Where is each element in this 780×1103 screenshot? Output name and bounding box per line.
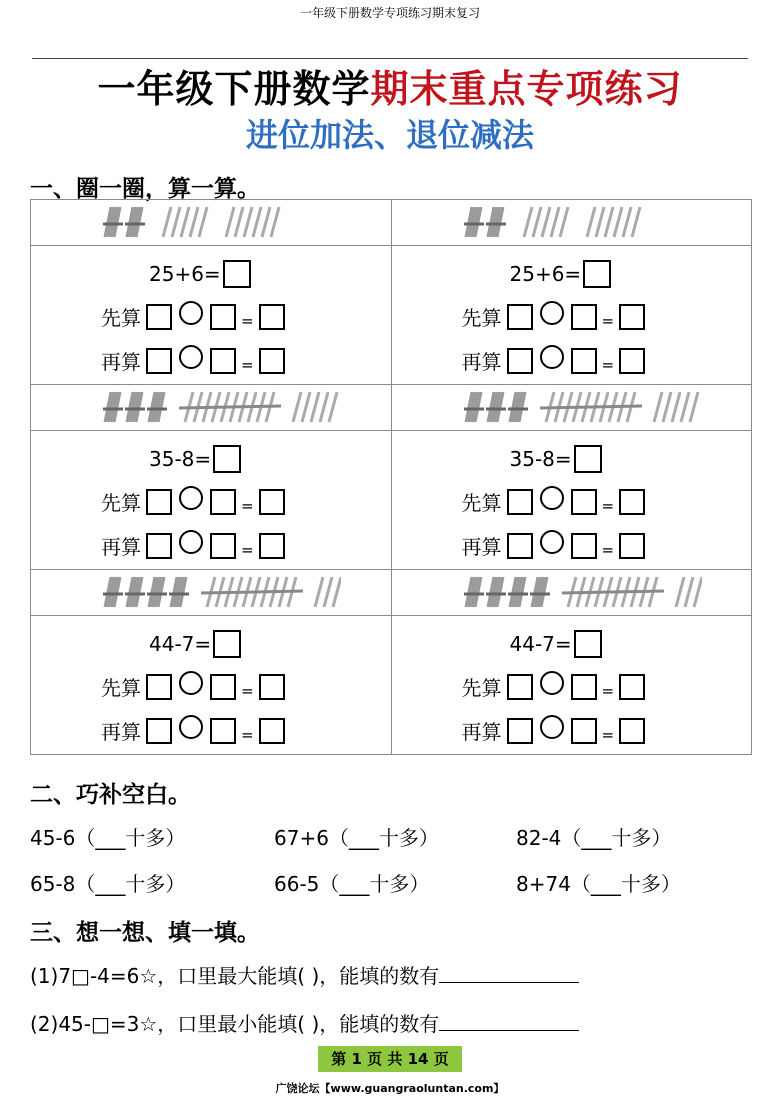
answer-box[interactable] [507, 489, 533, 515]
answer-line[interactable] [439, 964, 579, 983]
stick-picture [31, 200, 392, 246]
stick-group [676, 577, 702, 607]
section2-heading: 二、巧补空白。 [30, 782, 191, 808]
operator-circle[interactable] [179, 301, 203, 325]
calc-label: 再算 [461, 535, 502, 559]
answer-box[interactable] [210, 718, 236, 744]
question-1 [30, 960, 579, 989]
equals-sign: = [241, 496, 254, 515]
answer-box[interactable] [210, 489, 236, 515]
equation-text: 35-8= [149, 447, 212, 471]
calc-row [462, 346, 649, 375]
answer-box[interactable] [146, 718, 172, 744]
fill-item: 66-5（___十多） [274, 872, 430, 896]
operator-circle[interactable] [540, 301, 564, 325]
operator-circle[interactable] [540, 345, 564, 369]
answer-box[interactable] [259, 348, 285, 374]
title-red: 期末重点专项练习 [370, 67, 683, 111]
equals-sign: = [601, 355, 615, 374]
question-2 [30, 1008, 579, 1037]
equation-text: 35-8= [509, 447, 572, 471]
calc-row [101, 346, 288, 375]
stick-picture [31, 385, 392, 431]
equation [510, 445, 602, 473]
problem-cell [391, 616, 752, 755]
sticks-drawing [462, 203, 702, 241]
stick-bundle [508, 577, 528, 607]
calc-label: 再算 [101, 535, 141, 559]
answer-box[interactable] [507, 348, 533, 374]
stick-group [540, 392, 642, 422]
equation [149, 630, 241, 658]
calc-row [462, 487, 649, 516]
stick-bundle [125, 207, 145, 237]
section1-heading: 一、圈一圈，算一算。 [30, 176, 260, 202]
calc-row [462, 672, 649, 701]
operator-circle[interactable] [540, 530, 564, 554]
equation-text: 44-7= [509, 632, 572, 656]
question-1-text: (1)7□-4=6☆，口里最大能填( )，能填的数有 [30, 964, 440, 988]
stick-picture [31, 570, 392, 616]
calc-row [101, 531, 288, 560]
answer-box[interactable] [619, 348, 645, 374]
answer-box[interactable] [146, 489, 172, 515]
calc-label: 再算 [101, 720, 141, 744]
stick-bundle [486, 577, 506, 607]
stick-group [654, 392, 698, 422]
calc-label: 先算 [461, 676, 502, 700]
stick-group [226, 207, 279, 237]
page-subtitle: 进位加法、退位减法 [245, 116, 534, 154]
stick-group [315, 577, 341, 607]
stick-bundle [464, 392, 484, 422]
answer-box[interactable] [619, 674, 645, 700]
fill-item: 67+6（___十多） [274, 826, 439, 850]
equation [149, 260, 251, 288]
sticks-drawing [462, 388, 702, 426]
stick-group [201, 577, 303, 607]
stick-bundle [147, 577, 167, 607]
stick-bundle [486, 207, 506, 237]
exercise-grid [30, 199, 752, 755]
calc-row [101, 302, 288, 331]
calc-row [101, 487, 288, 516]
answer-box[interactable] [259, 718, 285, 744]
sticks-drawing [101, 203, 341, 241]
answer-box[interactable] [213, 630, 241, 658]
stick-bundle [508, 392, 528, 422]
running-header: 一年级下册数学专项练习期末复习 [299, 6, 480, 20]
calc-row [462, 531, 649, 560]
stick-bundle [125, 577, 145, 607]
answer-box[interactable] [507, 674, 533, 700]
answer-box[interactable] [210, 533, 236, 559]
problem-cell [31, 246, 392, 385]
answer-box[interactable] [574, 445, 602, 473]
answer-box[interactable] [259, 489, 285, 515]
answer-box[interactable] [146, 533, 172, 559]
stick-picture [391, 385, 752, 431]
operator-circle[interactable] [179, 671, 203, 695]
answer-box[interactable] [574, 630, 602, 658]
sticks-drawing [101, 573, 341, 611]
sticks-drawing [101, 388, 341, 426]
answer-box[interactable] [583, 260, 611, 288]
operator-circle[interactable] [540, 671, 564, 695]
stick-group [524, 207, 568, 237]
problem-cell [391, 431, 752, 570]
answer-box[interactable] [146, 348, 172, 374]
problem-cell [391, 246, 752, 385]
equals-sign: = [241, 725, 254, 744]
answer-box[interactable] [210, 674, 236, 700]
answer-box[interactable] [619, 304, 645, 330]
problem-cell [31, 616, 392, 755]
title-black: 一年级下册数学 [97, 67, 371, 111]
equals-sign: = [601, 681, 615, 700]
fill-item: 45-6（___十多） [30, 826, 186, 850]
footer-site: 广饶论坛【www.guangraoluntan.com】 [275, 1082, 505, 1095]
equals-sign: = [241, 681, 254, 700]
calc-row [101, 716, 288, 745]
answer-line[interactable] [439, 1012, 579, 1031]
stick-group [562, 577, 664, 607]
stick-group [179, 392, 281, 422]
question-2-text: (2)45-□=3☆，口里最小能填( )，能填的数有 [30, 1012, 440, 1036]
stick-picture [391, 570, 752, 616]
stick-bundle [103, 577, 123, 607]
answer-box[interactable] [619, 533, 645, 559]
calc-label: 先算 [101, 491, 141, 515]
answer-box[interactable] [507, 533, 533, 559]
answer-box[interactable] [259, 304, 285, 330]
stick-bundle [147, 392, 167, 422]
calc-row [462, 716, 649, 745]
stick-group [163, 207, 207, 237]
answer-box[interactable] [571, 304, 597, 330]
stick-bundle [125, 392, 145, 422]
answer-box[interactable] [571, 348, 597, 374]
stick-bundle [486, 392, 506, 422]
equals-sign: = [241, 355, 254, 374]
fill-item: 82-4（___十多） [516, 826, 672, 850]
equals-sign: = [601, 496, 615, 515]
answer-box[interactable] [619, 489, 645, 515]
answer-box[interactable] [571, 489, 597, 515]
answer-box[interactable] [210, 348, 236, 374]
calc-label: 再算 [461, 350, 502, 374]
answer-box[interactable] [213, 445, 241, 473]
problem-cell [31, 431, 392, 570]
answer-box[interactable] [571, 718, 597, 744]
answer-box[interactable] [571, 674, 597, 700]
equation-text: 44-7= [149, 632, 212, 656]
answer-box[interactable] [507, 718, 533, 744]
operator-circle[interactable] [179, 345, 203, 369]
equals-sign: = [601, 725, 615, 744]
equation-text: 25+6= [509, 262, 582, 286]
equals-sign: = [241, 311, 254, 330]
calc-label: 先算 [461, 491, 502, 515]
stick-group [293, 392, 337, 422]
stick-bundle [530, 577, 550, 607]
sticks-drawing [462, 573, 702, 611]
stick-picture [391, 200, 752, 246]
operator-circle[interactable] [179, 530, 203, 554]
answer-box[interactable] [223, 260, 251, 288]
stick-bundle [103, 207, 123, 237]
stick-bundle [169, 577, 189, 607]
stick-bundle [464, 577, 484, 607]
answer-box[interactable] [259, 674, 285, 700]
equals-sign: = [601, 311, 615, 330]
equation [510, 630, 602, 658]
equation [510, 260, 612, 288]
calc-label: 先算 [101, 676, 141, 700]
stick-bundle [464, 207, 484, 237]
calc-row [101, 672, 288, 701]
equation-text: 25+6= [149, 262, 221, 286]
fill-item: 65-8（___十多） [30, 872, 186, 896]
answer-box[interactable] [210, 304, 236, 330]
operator-circle[interactable] [179, 486, 203, 510]
stick-group [587, 207, 640, 237]
page-title [0, 58, 780, 113]
operator-circle[interactable] [540, 486, 564, 510]
equation [149, 445, 241, 473]
equals-sign: = [241, 540, 254, 559]
page-indicator: 第 1 页 共 14 页 [318, 1046, 462, 1072]
answer-box[interactable] [146, 674, 172, 700]
answer-box[interactable] [571, 533, 597, 559]
calc-label: 先算 [101, 306, 141, 330]
operator-circle[interactable] [540, 715, 564, 739]
section3-heading: 三、想一想、填一填。 [30, 920, 260, 946]
fill-item: 8+74（___十多） [516, 872, 681, 896]
stick-bundle [103, 392, 123, 422]
equals-sign: = [601, 540, 615, 559]
answer-box[interactable] [507, 304, 533, 330]
calc-label: 先算 [461, 306, 502, 330]
calc-label: 再算 [461, 720, 502, 744]
answer-box[interactable] [619, 718, 645, 744]
operator-circle[interactable] [179, 715, 203, 739]
calc-label: 再算 [101, 350, 141, 374]
answer-box[interactable] [146, 304, 172, 330]
answer-box[interactable] [259, 533, 285, 559]
calc-row [462, 302, 649, 331]
